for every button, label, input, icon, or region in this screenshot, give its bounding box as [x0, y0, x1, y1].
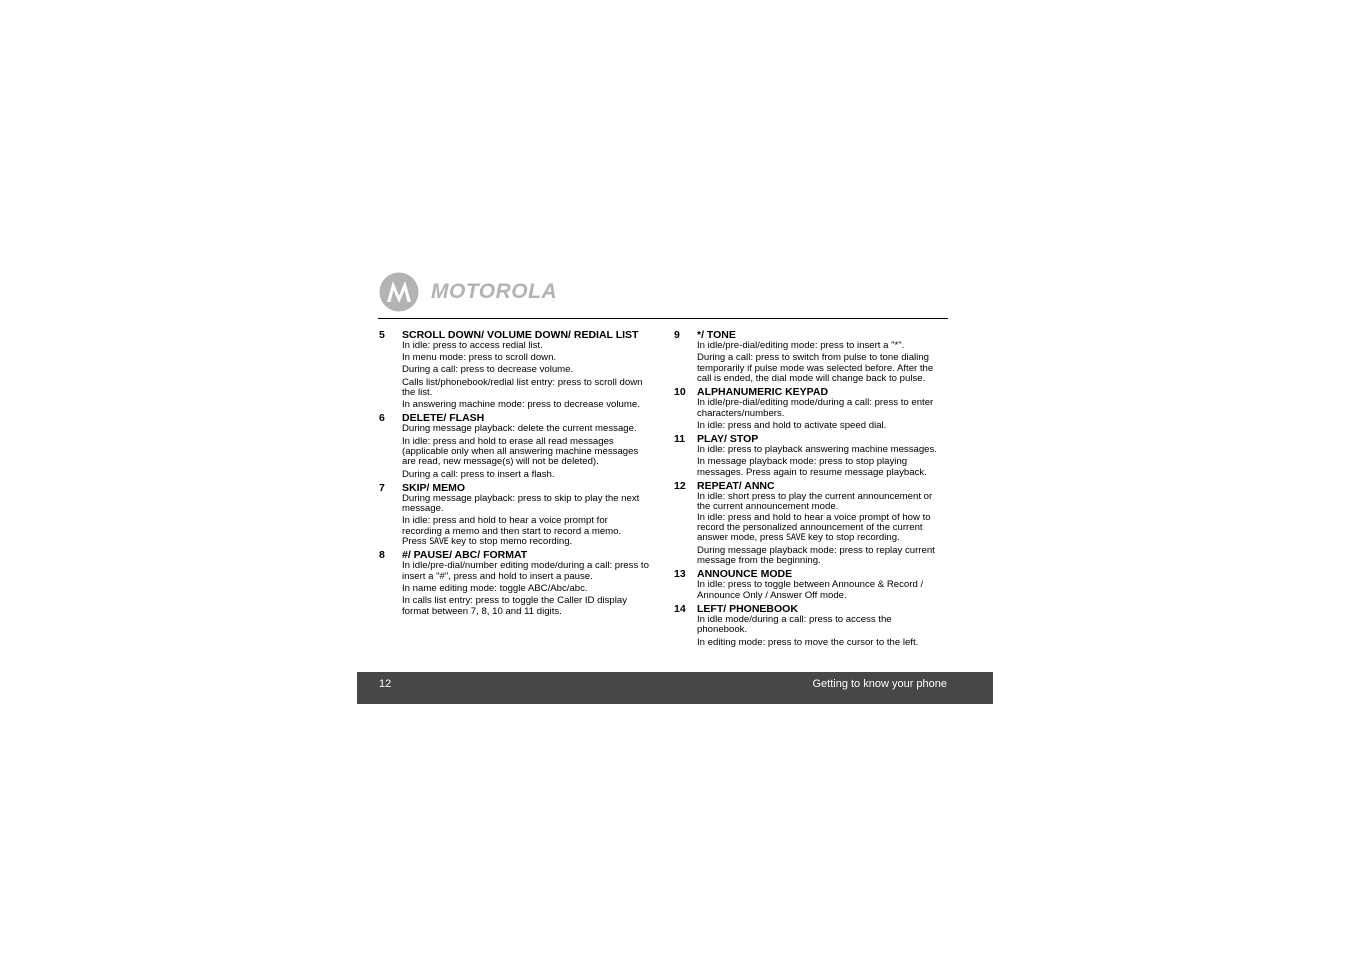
item-text-part: key to stop memo recording.	[448, 536, 573, 548]
item-text: In idle: press and hold to erase all read messages (applicable only when all answering machine messages are read, new message(s) will not be deleted).	[402, 435, 639, 468]
brand-wordmark: MOTOROLA	[431, 280, 558, 303]
item-text-part: In idle: short press to play the current announcement or the current announcement mode.	[697, 490, 933, 513]
item-number: 5	[379, 329, 385, 341]
item-text: In calls list entry: press to toggle the Caller ID display format between 7, 8, 10 and 11 digits.	[402, 595, 628, 617]
item-text: During message playback: delete the current message.	[402, 423, 637, 435]
item-text: In idle: press and hold to activate speed dial.	[697, 419, 887, 431]
item-title: REPEAT/ ANNC	[697, 479, 775, 492]
page-footer	[357, 672, 993, 704]
item-number: 8	[379, 549, 385, 562]
item-text: During a call: press to switch from pulse to tone dialing temporarily if pulse mode was selected before. After the call is ended, the dial mode will change back to pulse.	[697, 352, 934, 385]
item-title: SCROLL DOWN/ VOLUME DOWN/ REDIAL LIST	[402, 329, 639, 341]
key-item-8	[379, 549, 649, 617]
left-column	[379, 329, 649, 619]
item-text: In idle: press to playback answering machine messages.	[697, 444, 937, 456]
item-title: SKIP/ MEMO	[402, 481, 466, 494]
item-number: 11	[674, 433, 686, 446]
item-text	[697, 492, 944, 544]
key-item-7	[379, 482, 649, 548]
item-number: 14	[674, 602, 686, 615]
key-item-11	[674, 433, 944, 478]
item-title: ANNOUNCE MODE	[697, 568, 793, 581]
item-title: PLAY/ STOP	[697, 433, 759, 446]
item-title: #/ PAUSE/ ABC/ FORMAT	[402, 549, 528, 562]
item-text-part: In idle: press and hold to hear a voice prompt for recording a memo and then start to record a memo.	[402, 515, 622, 537]
item-number: 7	[379, 481, 385, 494]
item-text: In idle/pre-dial/number editing mode/during a call: press to insert a "#", press and hold to insert a pause.	[402, 560, 649, 582]
item-text: In idle: press to access redial list.	[402, 340, 543, 351]
item-text: In idle/pre-dial/editing mode/during a call: press to enter characters/numbers.	[697, 397, 934, 419]
right-column	[674, 329, 944, 650]
item-number: 12	[674, 479, 686, 492]
item-text: Calls list/phonebook/redial list entry: press to scroll down the list.	[402, 376, 643, 399]
key-item-13	[674, 568, 944, 601]
item-text: In idle: press to toggle between Announce & Record / Announce Only / Answer Off mode.	[697, 579, 924, 601]
item-number: 10	[674, 386, 686, 399]
key-item-12	[674, 480, 944, 567]
key-item-5	[379, 329, 649, 411]
item-title: DELETE/ FLASH	[402, 412, 485, 425]
item-text: In answering machine mode: press to decrease volume.	[402, 399, 640, 411]
item-text-part: Press	[402, 536, 430, 548]
item-number: 9	[674, 329, 680, 341]
item-text: In idle mode/during a call: press to access the phonebook.	[697, 613, 892, 636]
section-title: Getting to know your phone	[812, 678, 947, 690]
item-text: In message playback mode: press to stop playing messages. Press again to resume message playback.	[697, 456, 927, 478]
save-key-label: SAVE	[429, 537, 449, 548]
item-text: During message playback: press to skip to play the next message.	[402, 492, 640, 515]
item-text: In name editing mode: toggle ABC/Abc/abc.	[402, 583, 588, 595]
item-number: 13	[674, 568, 686, 581]
item-title: ALPHANUMERIC KEYPAD	[697, 386, 829, 399]
key-item-9	[674, 329, 944, 384]
item-title: */ TONE	[697, 329, 736, 341]
motorola-batwing-icon	[379, 272, 419, 312]
header-rule	[378, 318, 948, 319]
item-text: During a call: press to decrease volume.	[402, 364, 574, 376]
item-number: 6	[379, 412, 385, 425]
item-text: During message playback mode: press to replay current message from the beginning.	[697, 544, 935, 567]
key-item-6	[379, 412, 649, 480]
save-key-label: SAVE	[786, 533, 806, 544]
page-number: 12	[379, 678, 392, 690]
item-text	[402, 516, 649, 547]
item-text-part: key to stop recording.	[805, 532, 900, 544]
item-text: In menu mode: press to scroll down.	[402, 352, 557, 364]
item-text-part: In idle: press and hold to hear a voice prompt of how to record the personalized announcement of the current answer mode, press	[697, 511, 931, 544]
motorola-logo	[379, 270, 557, 314]
key-item-10	[674, 386, 944, 431]
key-item-14	[674, 603, 944, 648]
item-title: LEFT/ PHONEBOOK	[697, 602, 798, 615]
item-text: In editing mode: press to move the cursor to the left.	[697, 636, 919, 648]
item-text: During a call: press to insert a flash.	[402, 468, 555, 480]
item-text: In idle/pre-dial/editing mode: press to insert a "*".	[697, 340, 905, 351]
